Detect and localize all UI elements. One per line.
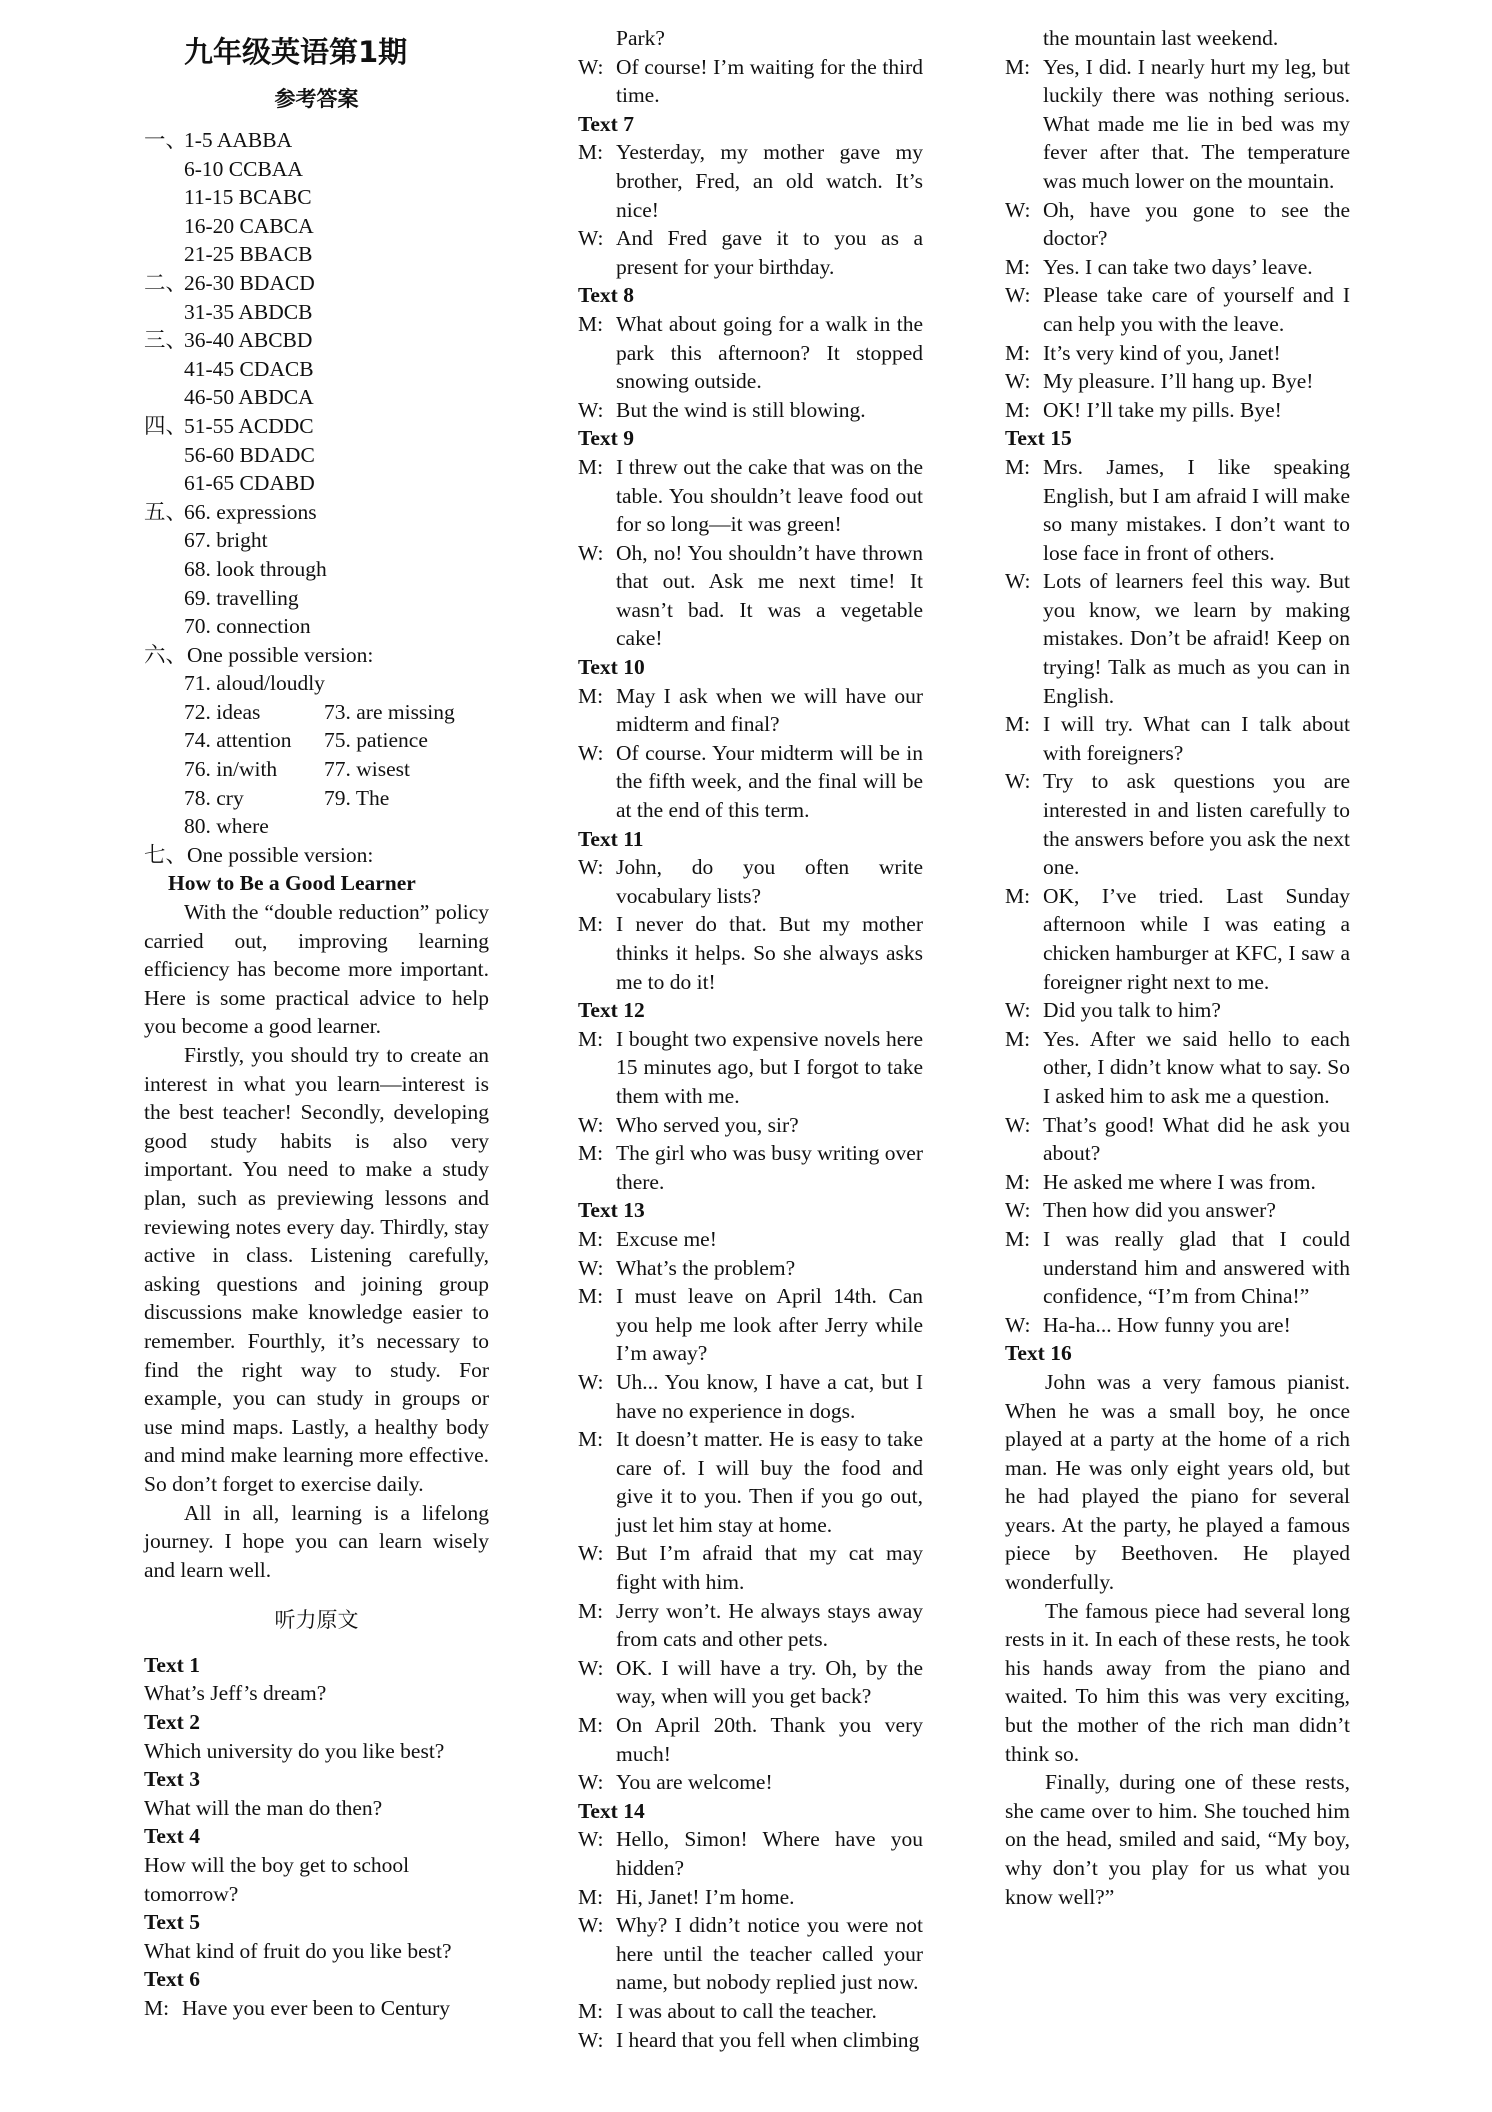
- answer-row: 70. connection: [184, 614, 311, 639]
- speaker-label: M:: [1005, 712, 1031, 737]
- answer-row: 61-65 CDABD: [184, 471, 315, 496]
- speaker-label: W:: [578, 2027, 604, 2052]
- speaker-label: M:: [578, 683, 604, 708]
- text-heading: Text 1: [144, 1652, 200, 1677]
- dialogue-line: [1005, 281, 1350, 338]
- speaker-label: W:: [1005, 283, 1031, 308]
- dialogue-text: What’s the problem?: [616, 1255, 796, 1280]
- speaker-label: W:: [1005, 197, 1031, 222]
- dialogue-line: [578, 1539, 923, 1596]
- dialogue-text: Yes. I can take two days’ leave.: [1043, 254, 1313, 279]
- text-heading: Text 12: [578, 998, 645, 1023]
- answer-row: 21-25 BBACB: [184, 242, 313, 267]
- speaker-label: W:: [578, 226, 604, 251]
- dialogue-line: [578, 1597, 923, 1654]
- dialogue-line: [578, 138, 923, 224]
- speaker-label: W:: [578, 1913, 604, 1938]
- text-heading: Text 13: [578, 1198, 645, 1223]
- listening-questions: [144, 1651, 489, 1994]
- dialogue-text: And Fred gave it to you as a present for your birthday.: [616, 226, 923, 279]
- part6-heading: 六、One possible version:: [144, 642, 374, 667]
- dialogue-text: Of course! I’m waiting for the third time.: [616, 54, 923, 108]
- page-title: 九年级英语第1期: [184, 35, 408, 69]
- question-line: What’s Jeff’s dream?: [144, 1681, 327, 1706]
- dialogue-line: [578, 453, 923, 539]
- dialogue-text: Lots of learners feel this way. But you know, we learn by making mistakes. Don’t be afraid! Keep on trying! Talk as much as you can in English.: [1043, 569, 1350, 708]
- dialogue-line: [1005, 1225, 1350, 1311]
- answer-row: 80. where: [184, 814, 269, 839]
- dialogue-text: I bought two expensive novels here 15 minutes ago, but I forgot to take them with me.: [616, 1026, 923, 1108]
- answer-row: 41-45 CDACB: [184, 356, 314, 381]
- answer-row: 67. bright: [184, 528, 268, 553]
- answer-row: 一、1-5 AABBA: [144, 128, 293, 152]
- text-heading: Text 10: [578, 655, 645, 680]
- dialogue-line: [578, 1768, 923, 1797]
- listening-heading: 听力原文: [274, 1608, 359, 1633]
- dialogue-line: [578, 396, 923, 425]
- speaker-label: W:: [578, 397, 604, 422]
- dialogue-line: [1005, 882, 1350, 996]
- speaker-label: W:: [578, 1255, 604, 1280]
- answer-row: 68. look through: [184, 556, 327, 581]
- dialogue-line: [578, 1883, 923, 1912]
- dialogue-text: But I’m afraid that my cat may fight with him.: [616, 1541, 923, 1595]
- dialogue-text: Why? I didn’t notice you were not here until the teacher called your name, but nobody replied just now.: [616, 1913, 923, 1995]
- speaker-label: W:: [578, 855, 604, 880]
- text-heading: Text 6: [144, 1967, 200, 1992]
- dialogue-text: Please take care of yourself and I can help you with the leave.: [1043, 283, 1350, 336]
- part7-heading: 七、One possible version:: [144, 842, 374, 867]
- answer-row: 78. cry 79. The: [184, 785, 390, 810]
- dialogue-line: M: Have you ever been to Century: [144, 1996, 451, 2020]
- essay-paragraph: All in all, learning is a lifelong journey. I hope you can learn wisely and learn well.: [144, 1500, 489, 1582]
- dialogue-text: I was about to call the teacher.: [616, 1998, 877, 2023]
- dialogue-line: [578, 1825, 923, 1882]
- speaker-label: M:: [578, 454, 604, 479]
- dialogue-line: [578, 1711, 923, 1768]
- dialogue-line: [578, 1425, 923, 1539]
- dialogue-text: The girl who was busy writing over there.: [616, 1141, 923, 1194]
- speaker-label: M:: [578, 1026, 604, 1051]
- essay-paragraph: With the “double reduction” policy carried out, improving learning efficiency has become more important. Here is some practical advice to help you become a good learner.: [144, 900, 489, 1039]
- dialogue-text: Oh, have you gone to see the doctor?: [1043, 197, 1350, 251]
- dialogue-text: Jerry won’t. He always stays away from cats and other pets.: [616, 1598, 923, 1652]
- dialogue-text: OK! I’ll take my pills. Bye!: [1043, 397, 1282, 422]
- dialogue-text: On April 20th. Thank you very much!: [616, 1713, 923, 1766]
- dialogue-line: [578, 1111, 923, 1140]
- speaker-label: M:: [578, 1284, 604, 1309]
- dialogue-line: [578, 853, 923, 910]
- dialogue-text: Yes, I did. I nearly hurt my leg, but luckily there was nothing serious. What made me lie in bed was my fever after that. The temperature was much lower on the mountain.: [1043, 54, 1350, 193]
- dialogue-line: [578, 1025, 923, 1111]
- dialogue-line: [1005, 367, 1350, 396]
- speaker-label: W:: [578, 1541, 604, 1566]
- dialogue-line: [1005, 567, 1350, 710]
- dialogue-text: It doesn’t matter. He is easy to take care of. I will buy the food and give it to you. Then if you go out, just let him stay at home.: [616, 1427, 923, 1537]
- answer-row: 72. ideas 73. are missing: [184, 699, 455, 724]
- speaker-label: W:: [1005, 369, 1031, 394]
- answer-row: 69. travelling: [184, 585, 299, 610]
- dialogue-text: Try to ask questions you are interested in and listen carefully to the answers before you ask the next one.: [1043, 769, 1350, 880]
- dialogue-line: [1005, 339, 1350, 368]
- dialogue-line: [578, 682, 923, 739]
- question-line: What will the man do then?: [144, 1795, 383, 1820]
- dialogue-line: [1005, 53, 1350, 196]
- speaker-label: W:: [578, 1655, 604, 1680]
- text-heading: Text 4: [144, 1824, 200, 1849]
- dialogue-text: I was really glad that I could understand him and answered with confidence, “I’m from China!”: [1043, 1226, 1350, 1309]
- dialogue-line: [578, 1254, 923, 1283]
- dialogue-line: [578, 1911, 923, 1997]
- dialogue-text: OK, I’ve tried. Last Sunday afternoon while I was eating a chicken hamburger at KFC, I saw a foreigner right next to me.: [1043, 883, 1350, 994]
- speaker-label: M:: [578, 1998, 604, 2023]
- story-paragraph: The famous piece had several long rests in it. In each of these rests, he took his hands away from the piano and waited. To him this was very exciting, but the mother of the rich man didn’t think so.: [1005, 1598, 1350, 1766]
- dialogue-line: [578, 53, 923, 110]
- dialogue-text: John, do you often write vocabulary lists?: [616, 855, 923, 908]
- answer-row: 6-10 CCBAA: [184, 156, 303, 181]
- column-2: [578, 24, 923, 2054]
- dialogue-text: It’s very kind of you, Janet!: [1043, 340, 1281, 365]
- dialogue-line: [1005, 1168, 1350, 1197]
- question-line: What kind of fruit do you like best?: [144, 1938, 452, 1963]
- speaker-label: M:: [578, 1884, 604, 1909]
- text-heading: Text 8: [578, 283, 634, 308]
- speaker-label: W:: [1005, 1198, 1031, 1223]
- speaker-label: M:: [578, 311, 604, 336]
- dialogue-line: [578, 739, 923, 825]
- dialogue-line: [578, 1225, 923, 1254]
- dialogue-line: [578, 539, 923, 653]
- dialogue-text: That’s good! What did he ask you about?: [1043, 1112, 1350, 1166]
- speaker-label: W:: [1005, 569, 1031, 594]
- speaker-label: W:: [578, 740, 604, 765]
- text-heading: Text 7: [578, 111, 634, 136]
- dialogue-line: [1005, 396, 1350, 425]
- speaker-label: M:: [1005, 340, 1031, 365]
- answer-row: 71. aloud/loudly: [184, 671, 325, 696]
- speaker-label: W:: [1005, 1312, 1031, 1337]
- dialogue-text: You are welcome!: [616, 1770, 773, 1795]
- dialogue-text: OK. I will have a try. Oh, by the way, when will you get back?: [616, 1655, 923, 1709]
- speaker-label: W:: [578, 1112, 604, 1137]
- speaker-label: M:: [578, 1598, 604, 1623]
- dialogue-line: [1005, 196, 1350, 253]
- dialogue-text: Excuse me!: [616, 1226, 717, 1251]
- speaker-label: W:: [578, 540, 604, 565]
- dialogue-line: [1005, 453, 1350, 567]
- question-line: How will the boy get to school tomorrow?: [144, 1853, 410, 1906]
- dialogue-line: [578, 310, 923, 396]
- answer-row: 76. in/with 77. wisest: [184, 757, 410, 782]
- dialogue-text: Of course. Your midterm will be in the fifth week, and the final will be at the end of this term.: [616, 740, 923, 823]
- dialogue-line: [578, 224, 923, 281]
- dialogue-text: Then how did you answer?: [1043, 1198, 1276, 1223]
- answer-row: 46-50 ABDCA: [184, 385, 314, 410]
- answer-row: 五、66. expressions: [144, 499, 317, 524]
- dialogue-text: Did you talk to him?: [1043, 998, 1221, 1023]
- speaker-label: M:: [578, 912, 604, 937]
- speaker-label: W:: [1005, 769, 1031, 794]
- answer-row: 74. attention 75. patience: [184, 728, 428, 753]
- speaker-label: W:: [1005, 1112, 1031, 1137]
- dialogue-list: [578, 53, 923, 2055]
- speaker-label: M:: [1005, 397, 1031, 422]
- dialogue-line: [1005, 1025, 1350, 1111]
- speaker-label: M:: [1005, 54, 1031, 79]
- speaker-label: M:: [1005, 1026, 1031, 1051]
- speaker-label: W:: [578, 1770, 604, 1795]
- dialogue-text: I must leave on April 14th. Can you help me look after Jerry while I’m away?: [616, 1284, 923, 1366]
- speaker-label: M:: [578, 140, 604, 165]
- dialogue-text: I heard that you fell when climbing: [616, 2027, 920, 2052]
- dialogue-text: Mrs. James, I like speaking English, but I am afraid I will make so many mistakes. I don’t want to lose face in front of others.: [1043, 454, 1350, 565]
- speaker-label: M:: [578, 1141, 604, 1166]
- text-heading: Text 5: [144, 1910, 200, 1935]
- dialogue-line: [578, 1282, 923, 1368]
- dialogue-continuation: the mountain last weekend.: [1043, 26, 1279, 50]
- dialogue-continuation: Park?: [616, 26, 665, 50]
- essay-paragraph: Firstly, you should try to create an interest in what you learn—interest is the best teacher! Secondly, developing good study habits is also very important. You need to make a study plan, such as previewing lessons and reviewing notes every day. Thirdly, stay active in class. Listening carefully, asking questions and joining group discussions make knowledge easier to remember. Fourthly, it’s necessary to find the right way to study. For example, you can study in groups or use mind maps. Lastly, a healthy body and mind make learning more effective. So don’t forget to exercise daily.: [144, 1043, 489, 1496]
- speaker-label: W:: [578, 1827, 604, 1852]
- speaker-label: W:: [578, 54, 604, 79]
- dialogue-text: I will try. What can I talk about with foreigners?: [1043, 712, 1350, 765]
- dialogue-line: [578, 2026, 923, 2055]
- dialogue-line: [1005, 1196, 1350, 1225]
- dialogue-line: [1005, 710, 1350, 767]
- speaker-label: M:: [1005, 883, 1031, 908]
- text-heading: Text 2: [144, 1710, 200, 1735]
- text-heading: Text 16: [1005, 1341, 1072, 1366]
- dialogue-text: My pleasure. I’ll hang up. Bye!: [1043, 369, 1314, 394]
- answer-row: 四、51-55 ACDDC: [144, 413, 314, 438]
- speaker-label: M:: [1005, 454, 1031, 479]
- speaker-label: M:: [578, 1713, 604, 1738]
- dialogue-text: What about going for a walk in the park this afternoon? It stopped snowing outside.: [616, 311, 923, 394]
- dialogue-text: Hi, Janet! I’m home.: [616, 1884, 795, 1909]
- speaker-label: M:: [1005, 254, 1031, 279]
- speaker-label: M:: [1005, 1226, 1031, 1251]
- dialogue-line: [578, 1368, 923, 1425]
- dialogue-text: I never do that. But my mother thinks it helps. So she always asks me to do it!: [616, 912, 923, 994]
- speaker-label: M:: [578, 1226, 604, 1251]
- text-heading: Text 15: [1005, 426, 1072, 451]
- dialogue-text: But the wind is still blowing.: [616, 397, 866, 422]
- speaker-label: M:: [1005, 1169, 1031, 1194]
- essay-title: How to Be a Good Learner: [168, 871, 416, 896]
- dialogue-line: [1005, 253, 1350, 282]
- speaker-label: W:: [1005, 998, 1031, 1023]
- dialogue-text: Oh, no! You shouldn’t have thrown that out. Ask me next time! It wasn’t bad. It was a vegetable cake!: [616, 540, 923, 651]
- column-3: [1005, 24, 1350, 1911]
- answer-row: 31-35 ABDCB: [184, 299, 313, 324]
- column-1: [144, 24, 489, 2023]
- dialogue-text: I threw out the cake that was on the table. You shouldn’t leave food out for so long—it was green!: [616, 454, 923, 537]
- story-paragraph: John was a very famous pianist. When he was a small boy, he once played at a party at the home of a rich man. He was only eight years old, but he had played the piano for several years. At the party, he played a famous piece by Beethoven. He played wonderfully.: [1005, 1369, 1350, 1595]
- dialogue-list: [1005, 53, 1350, 1368]
- answer-row: 三、36-40 ABCBD: [144, 328, 313, 353]
- dialogue-line: [1005, 996, 1350, 1025]
- answer-row: 二、26-30 BDACD: [144, 270, 315, 295]
- text-heading: Text 3: [144, 1767, 200, 1792]
- dialogue-text: Hello, Simon! Where have you hidden?: [616, 1827, 923, 1880]
- dialogue-line: [578, 1997, 923, 2026]
- dialogue-line: [1005, 1111, 1350, 1168]
- answer-row: 11-15 BCABC: [184, 185, 312, 210]
- dialogue-text: May I ask when we will have our midterm and final?: [616, 683, 923, 737]
- dialogue-text: Who served you, sir?: [616, 1112, 799, 1137]
- dialogue-text: Uh... You know, I have a cat, but I have no experience in dogs.: [616, 1369, 923, 1423]
- dialogue-text: He asked me where I was from.: [1043, 1169, 1316, 1194]
- answer-key-heading: 参考答案: [274, 87, 359, 111]
- speaker-label: M:: [578, 1427, 604, 1452]
- story-paragraph: Finally, during one of these rests, she came over to him. She touched him on the head, smiled and said, “My boy, why don’t you play for us what you know well?”: [1005, 1770, 1350, 1909]
- text-heading: Text 14: [578, 1798, 645, 1823]
- answer-row: 56-60 BDADC: [184, 442, 315, 467]
- text-heading: Text 11: [578, 826, 644, 851]
- dialogue-line: [578, 1139, 923, 1196]
- dialogue-text: Yesterday, my mother gave my brother, Fred, an old watch. It’s nice!: [616, 140, 923, 222]
- dialogue-line: [578, 910, 923, 996]
- dialogue-line: [578, 1654, 923, 1711]
- speaker-label: W:: [578, 1369, 604, 1394]
- answer-list: [144, 126, 489, 1584]
- text-heading: Text 9: [578, 426, 634, 451]
- dialogue-text: Yes. After we said hello to each other, I didn’t know what to say. So I asked him to ask me a question.: [1043, 1026, 1350, 1108]
- question-line: Which university do you like best?: [144, 1738, 445, 1763]
- dialogue-line: [1005, 767, 1350, 881]
- dialogue-text: Ha-ha... How funny you are!: [1043, 1312, 1291, 1337]
- answer-row: 16-20 CABCA: [184, 213, 314, 238]
- dialogue-line: [1005, 1311, 1350, 1340]
